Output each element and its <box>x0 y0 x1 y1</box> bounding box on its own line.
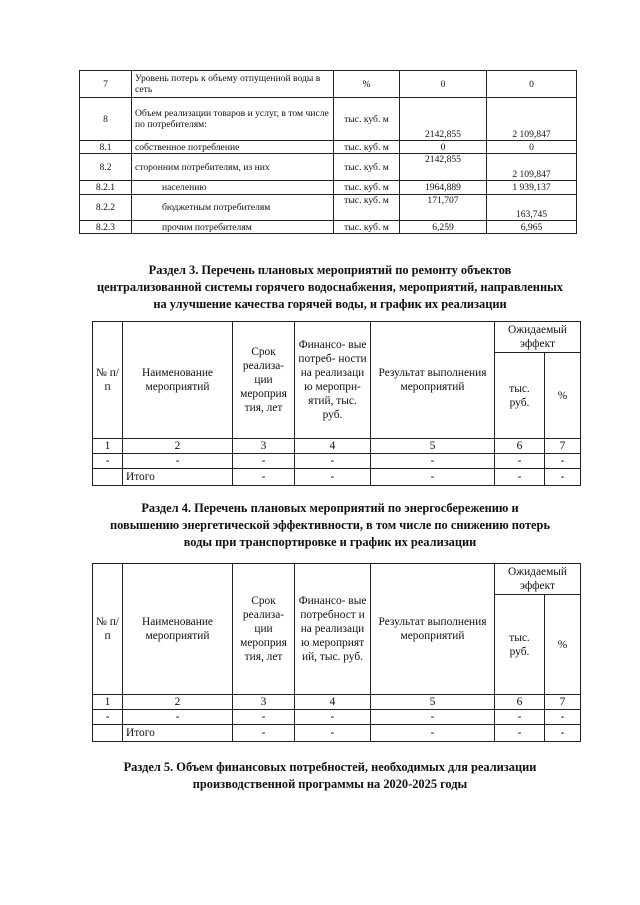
col-header-name: Наименование мероприятий <box>123 322 233 439</box>
column-number: 1 <box>93 439 123 454</box>
header-row <box>93 322 581 353</box>
row-name: сторонним потребителям, из них <box>132 154 334 181</box>
heading-line: повышению энергетической эффективности, в том числе по снижению потерь <box>109 518 550 532</box>
row-name: прочим потребителям <box>132 221 334 234</box>
column-number-row <box>93 439 581 454</box>
row-unit: тыс. куб. м <box>334 221 400 234</box>
column-number: 6 <box>495 439 545 454</box>
row-name: Уровень потерь к объему отпущенной воды в сеть <box>132 71 334 98</box>
table-cell: - <box>295 469 371 486</box>
row-number: 8.2.2 <box>80 195 132 221</box>
col-header-number: № п/ п <box>93 564 123 695</box>
table-cell: - <box>545 469 581 486</box>
table-row <box>93 710 581 725</box>
column-number: 5 <box>371 695 495 710</box>
row-value-2: 0 <box>487 141 577 154</box>
indicators-table <box>79 70 577 234</box>
row-number: 8.1 <box>80 141 132 154</box>
col-header-term: Срок реализа- ции мероприя тия, лет <box>233 564 295 695</box>
table-cell: - <box>371 454 495 469</box>
heading-line: производственной программы на 2020-2025 годы <box>192 777 468 791</box>
row-value-2: 1 939,137 <box>487 181 577 195</box>
table-row <box>80 141 577 154</box>
row-value-2: 0 <box>487 71 577 98</box>
col-header-effect: Ожидаемый эффект <box>495 564 581 595</box>
table-cell: - <box>93 710 123 725</box>
row-number: 7 <box>80 71 132 98</box>
col-header-result: Результат выполнения мероприятий <box>371 564 495 695</box>
col-header-effect-rub: тыс. руб. <box>495 595 545 695</box>
table-cell: - <box>545 725 581 742</box>
table-cell: - <box>495 710 545 725</box>
section-4-heading <box>80 500 580 551</box>
row-unit: тыс. куб. м <box>334 98 400 141</box>
row-unit: тыс. куб. м <box>334 195 400 221</box>
table-cell: - <box>233 710 295 725</box>
row-number: 8.2.3 <box>80 221 132 234</box>
section-5-heading <box>80 759 580 793</box>
column-number: 3 <box>233 439 295 454</box>
heading-line: воды при транспортировке и график их реализации <box>183 535 477 549</box>
row-value-1: 1964,889 <box>400 181 487 195</box>
table-row <box>80 221 577 234</box>
row-number: 8.2 <box>80 154 132 181</box>
col-header-finance: Финансо- вые потребност и на реализаци ю мероприят ий, тыс. руб. <box>295 564 371 695</box>
col-header-effect-pct: % <box>545 595 581 695</box>
table-cell: - <box>123 454 233 469</box>
column-number: 2 <box>123 695 233 710</box>
row-unit: % <box>334 71 400 98</box>
table-cell: - <box>295 454 371 469</box>
table-cell: - <box>233 454 295 469</box>
row-value-1: 2142,855 <box>400 154 487 181</box>
table-cell: - <box>295 710 371 725</box>
table-row <box>80 71 577 98</box>
row-unit: тыс. куб. м <box>334 141 400 154</box>
column-number-row <box>93 695 581 710</box>
row-value-2: 6,965 <box>487 221 577 234</box>
header-row <box>93 564 581 595</box>
heading-line: на улучшение качества горячей воды, и график их реализации <box>153 297 507 311</box>
section-4-table <box>92 563 581 742</box>
col-header-name: Наименование мероприятий <box>123 564 233 695</box>
table-row <box>80 181 577 195</box>
heading-line: Раздел 5. Объем финансовых потребностей, необходимых для реализации <box>123 760 537 774</box>
row-value-1: 171,707 <box>400 195 487 221</box>
heading-line: централизованной системы горячего водоснабжения, мероприятий, направленных <box>97 280 563 294</box>
column-number: 6 <box>495 695 545 710</box>
table-row <box>80 98 577 141</box>
column-number: 5 <box>371 439 495 454</box>
table-cell: - <box>371 710 495 725</box>
total-row <box>93 725 581 742</box>
table-cell: - <box>495 725 545 742</box>
row-name: собственное потребление <box>132 141 334 154</box>
row-value-2: 163,745 <box>487 195 577 221</box>
column-number: 1 <box>93 695 123 710</box>
column-number: 4 <box>295 695 371 710</box>
table-cell: - <box>495 454 545 469</box>
col-header-finance: Финансо- вые потреб- ности на реализаци ю меропри- ятий, тыс. руб. <box>295 322 371 439</box>
table-row <box>80 195 577 221</box>
table-cell <box>93 469 123 486</box>
column-number: 3 <box>233 695 295 710</box>
row-value-1: 6,259 <box>400 221 487 234</box>
col-header-number: № п/ п <box>93 322 123 439</box>
total-row <box>93 469 581 486</box>
table-cell: - <box>93 454 123 469</box>
table-row <box>93 454 581 469</box>
row-unit: тыс. куб. м <box>334 181 400 195</box>
table-cell: - <box>495 469 545 486</box>
col-header-effect: Ожидаемый эффект <box>495 322 581 353</box>
row-unit: тыс. куб. м <box>334 154 400 181</box>
table-cell: - <box>545 710 581 725</box>
row-value-1: 0 <box>400 71 487 98</box>
table-cell: - <box>233 469 295 486</box>
row-value-2: 2 109,847 <box>487 154 577 181</box>
table-cell: - <box>295 725 371 742</box>
table-cell: - <box>545 454 581 469</box>
table-row <box>80 154 577 181</box>
column-number: 4 <box>295 439 371 454</box>
row-name: Объем реализации товаров и услуг, в том числе по потребителям: <box>132 98 334 141</box>
row-name: населению <box>132 181 334 195</box>
col-header-effect-pct: % <box>545 353 581 439</box>
column-number: 7 <box>545 695 581 710</box>
heading-line: Раздел 3. Перечень плановых мероприятий по ремонту объектов <box>148 263 512 277</box>
table-cell: - <box>371 725 495 742</box>
row-number: 8.2.1 <box>80 181 132 195</box>
total-label: Итого <box>123 469 233 486</box>
row-value-2: 2 109,847 <box>487 98 577 141</box>
row-value-1: 2142,855 <box>400 98 487 141</box>
col-header-effect-rub: тыс. руб. <box>495 353 545 439</box>
heading-line: Раздел 4. Перечень плановых мероприятий по энергосбережению и <box>141 501 519 515</box>
column-number: 2 <box>123 439 233 454</box>
table-cell: - <box>371 469 495 486</box>
row-name: бюджетным потребителям <box>132 195 334 221</box>
col-header-result: Результат выполнения мероприятий <box>371 322 495 439</box>
table-cell: - <box>123 710 233 725</box>
column-number: 7 <box>545 439 581 454</box>
table-cell <box>93 725 123 742</box>
total-label: Итого <box>123 725 233 742</box>
table-cell: - <box>233 725 295 742</box>
section-3-heading <box>80 262 580 313</box>
col-header-term: Срок реализа- ции мероприя тия, лет <box>233 322 295 439</box>
row-value-1: 0 <box>400 141 487 154</box>
section-3-table <box>92 321 581 486</box>
row-number: 8 <box>80 98 132 141</box>
